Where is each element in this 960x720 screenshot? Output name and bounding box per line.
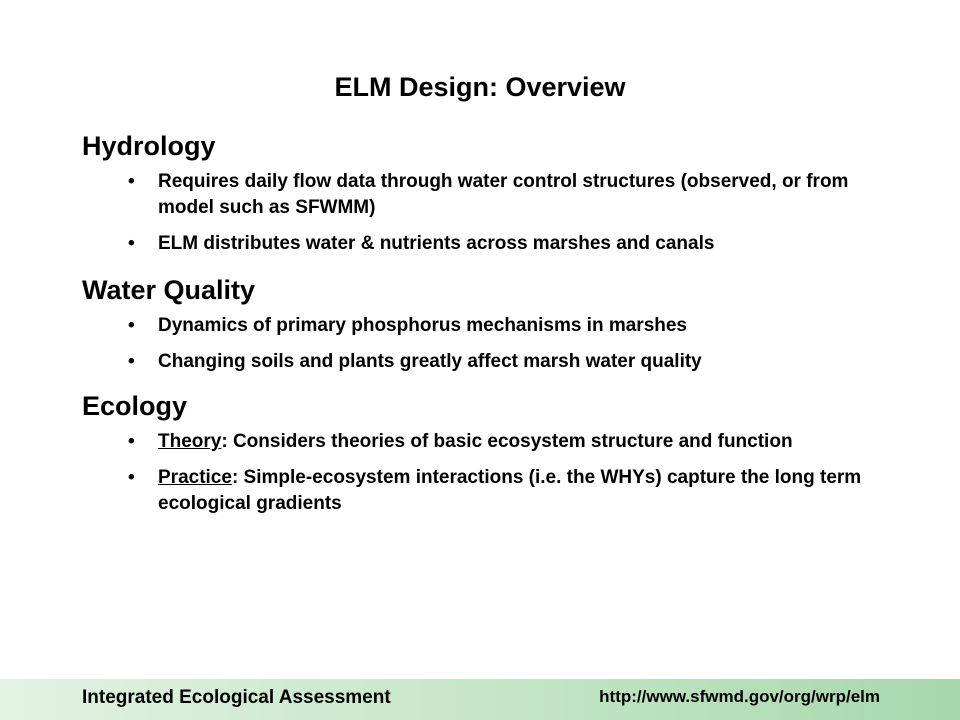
- slide-title: ELM Design: Overview: [334, 72, 626, 102]
- bullet-list: [82, 429, 882, 517]
- bullet-icon: •: [128, 351, 135, 372]
- list-item: [82, 169, 882, 221]
- bullet-term: Practice: [158, 467, 232, 488]
- bullet-icon: •: [128, 431, 135, 452]
- bullet-icon: •: [128, 233, 135, 254]
- list-item: [82, 429, 882, 455]
- section-heading: Ecology: [82, 391, 188, 421]
- footer-bar: [0, 679, 960, 720]
- bullet-icon: •: [128, 467, 135, 488]
- bullet-text: Changing soils and plants greatly affect marsh water quality: [158, 351, 702, 372]
- footer-url: http://www.sfwmd.gov/org/wrp/elm: [599, 687, 880, 706]
- section-water-quality: [82, 275, 882, 375]
- bullet-list: [82, 169, 882, 257]
- footer-title: Integrated Ecological Assessment: [82, 687, 391, 708]
- list-item: [82, 313, 882, 339]
- bullet-term: Theory: [158, 431, 222, 452]
- list-item: [82, 465, 882, 517]
- list-item: [82, 349, 882, 375]
- section-heading: Water Quality: [82, 275, 256, 305]
- bullet-icon: •: [128, 171, 135, 192]
- bullet-text: Requires daily flow data through water control structures (observed, or from model such as SFWMM): [158, 171, 849, 218]
- bullet-text: : Simple-ecosystem interactions (i.e. the WHYs) capture the long term ecological gradients: [158, 467, 862, 514]
- section-ecology: [82, 391, 882, 517]
- section-hydrology: [82, 131, 882, 257]
- section-heading: Hydrology: [82, 131, 216, 161]
- bullet-text: : Considers theories of basic ecosystem structure and function: [221, 431, 793, 452]
- bullet-text: Dynamics of primary phosphorus mechanisms in marshes: [158, 315, 688, 336]
- bullet-text: ELM distributes water & nutrients across marshes and canals: [158, 233, 715, 254]
- bullet-icon: •: [128, 315, 135, 336]
- bullet-list: [82, 313, 882, 375]
- list-item: [82, 231, 882, 257]
